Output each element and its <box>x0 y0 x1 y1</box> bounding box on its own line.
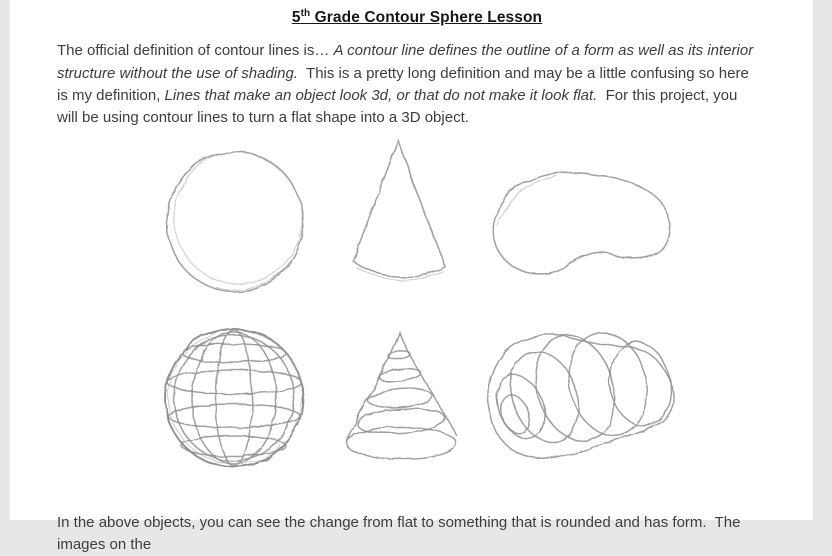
title-superscript: th <box>300 8 311 19</box>
contour-sphere-sketch <box>165 329 303 467</box>
title-number: 5 <box>291 9 301 27</box>
flat-circle-sketch <box>165 144 310 293</box>
contour-cone-sketch <box>346 332 456 459</box>
intro-paragraph <box>57 40 759 130</box>
intro-italic-my-definition: Lines that make an object look 3d, or that do not make it look flat. <box>164 86 598 104</box>
intro-normal-1: The official definition of contour lines is… <box>57 42 334 60</box>
flat-organic-shape-sketch <box>493 172 670 273</box>
page-title <box>57 8 759 27</box>
figures-area <box>57 130 759 512</box>
intro-normal-2: This is a pretty long definition and may be a little confusing so here is my definition, <box>57 64 753 104</box>
closing-paragraph: In the above objects, you can see the change from flat to something that is rounded and has form. The images on the <box>57 513 745 553</box>
flat-cone-sketch <box>353 140 445 280</box>
intro-normal-3: For this project, you will be using contour lines to turn a flat shape into a 3D object. <box>57 86 742 127</box>
sketches-svg <box>57 130 759 512</box>
title-text: Grade Contour Sphere Lesson <box>310 9 543 27</box>
contour-organic-form-sketch <box>488 325 677 459</box>
document-content <box>57 0 759 556</box>
intro-italic-definition: A contour line defines the outline of a form as well as its interior structure without the use of shading. <box>57 42 758 82</box>
document-page <box>9 0 814 553</box>
